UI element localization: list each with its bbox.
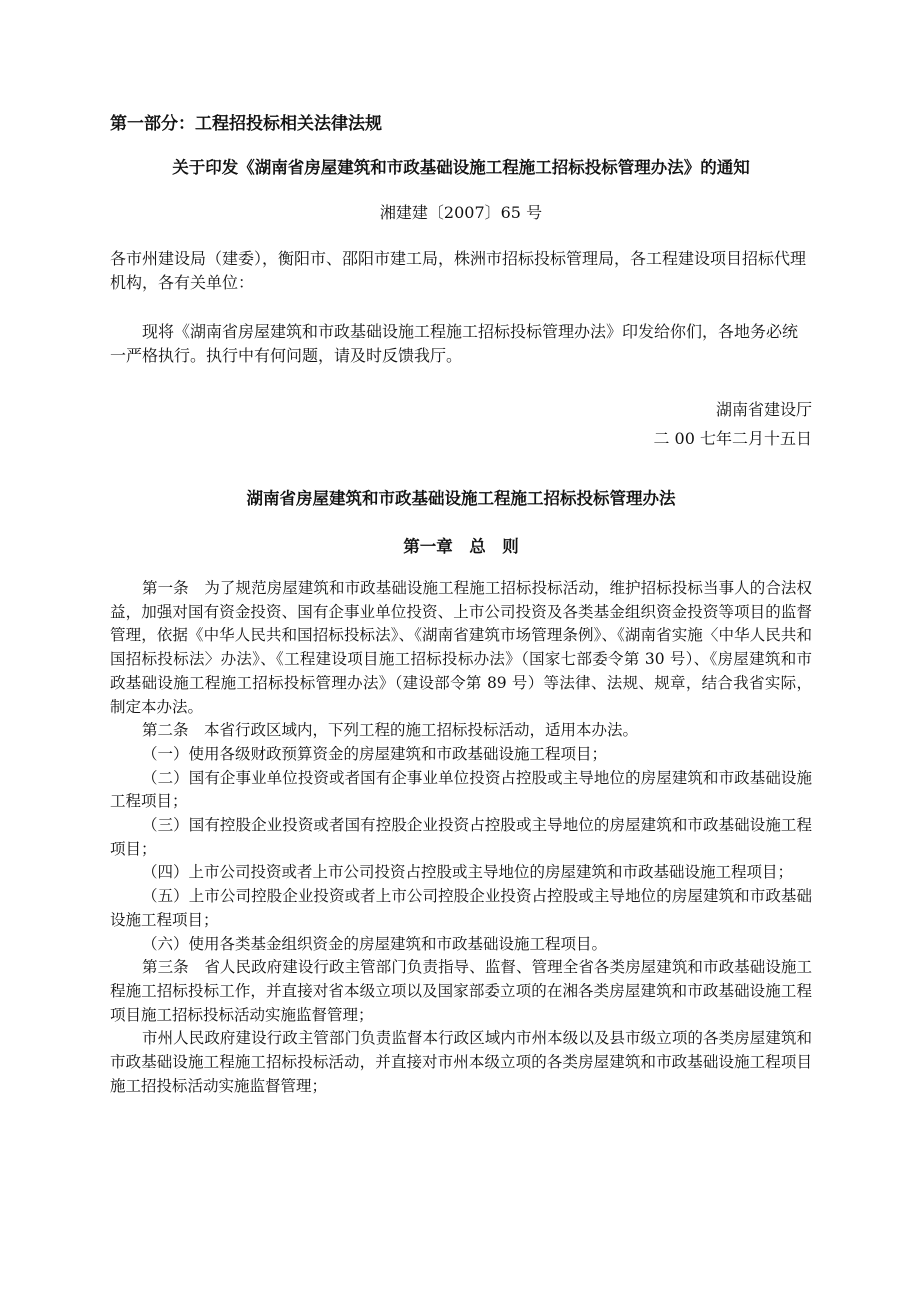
- list-item: [110, 933, 812, 957]
- article-paragraph: [110, 577, 812, 719]
- list-item-text: （六）使用各类基金组织资金的房屋建筑和市政基础设施工程项目。: [142, 934, 608, 953]
- article-text: 为了规范房屋建筑和市政基础设施工程施工招标投标活动，维护招标投标当事人的合法权益，加强对国有资金投资、国有企事业单位投资、上市公司投资及各类基金组织资金投资等项目的监督管理，依据《中华人民共和国招标投标法》、《湖南省建筑市场管理条例》、《湖南省实施〈中华人民共和国招标投标法〉办法》、《工程建设项目施工招标投标办法》（国家七部委令第 30 号）、《房屋建筑和市政基础设施工程施工招标投标管理办法》（建设部令第 89 号）等法律、法规、规章，结合我省实际，制定本办法。: [110, 579, 812, 716]
- list-item: [110, 861, 812, 885]
- chapter-title: 第一章 总 则: [403, 537, 519, 556]
- notice-title: 关于印发《湖南省房屋建筑和市政基础设施工程施工招标投标管理办法》的通知: [172, 158, 750, 177]
- notice-body-text: 现将《湖南省房屋建筑和市政基础设施工程施工招标投标管理办法》印发给你们，各地务必统一严格执行。执行中有何问题，请及时反馈我厅。: [110, 322, 799, 365]
- document-number: 湘建建〔2007〕65 号: [379, 203, 543, 222]
- issuer-name: 湖南省建设厅: [715, 400, 812, 419]
- article-text: 省人民政府建设行政主管部门负责指导、监督、管理全省各类房屋建筑和市政基础设施工程施工招标投标工作，并直接对省本级立项以及国家部委立项的在湘各类房屋建筑和市政基础设施工程项目施工招标投标活动实施监督管理；: [110, 958, 812, 1024]
- list-item-text: （一）使用各级财政预算资金的房屋建筑和市政基础设施工程项目；: [142, 744, 608, 763]
- list-item-text: （二）国有企事业单位投资或者国有企事业单位投资占控股或主导地位的房屋建筑和市政基础设施工程项目；: [110, 768, 812, 811]
- article-label: 第二条: [142, 721, 205, 740]
- article-label: 第一条: [142, 579, 205, 597]
- list-item: [110, 885, 812, 932]
- article-paragraph: [110, 956, 812, 1027]
- article-paragraph: [110, 719, 812, 743]
- list-item-text: （五）上市公司控股企业投资或者上市公司控股企业投资占控股或主导地位的房屋建筑和市政基础设施工程项目；: [110, 887, 812, 929]
- issue-date: 二 00 七年二月十五日: [653, 429, 812, 448]
- recipients-text: 各市州建设局（建委），衡阳市、邵阳市建工局，株洲市招标投标管理局，各工程建设项目招标代理机构，各有关单位：: [110, 249, 807, 292]
- measures-title: 湖南省房屋建筑和市政基础设施工程施工招标投标管理办法: [246, 489, 676, 508]
- articles-body: [110, 577, 812, 1098]
- notice-body-paragraph: [110, 320, 812, 368]
- recipients-paragraph: [110, 247, 812, 295]
- list-item: [110, 743, 812, 767]
- part-heading: 第一部分：工程招投标相关法律法规: [110, 114, 382, 134]
- list-item: [110, 767, 812, 814]
- article-label: 第三条: [142, 958, 205, 977]
- list-item-text: （三）国有控股企业投资或者国有控股企业投资占控股或主导地位的房屋建筑和市政基础设施工程项目；: [110, 816, 812, 858]
- article-text: 本省行政区域内，下列工程的施工招标投标活动，适用本办法。: [204, 721, 639, 740]
- article-text: 市州人民政府建设行政主管部门负责监督本行政区域内市州本级以及县市级立项的各类房屋建筑和市政基础设施工程施工招标投标活动，并直接对市州本级立项的各类房屋建筑和市政基础设施工程项目施工招投标活动实施监督管理；: [110, 1029, 812, 1095]
- list-item-text: （四）上市公司投资或者上市公司投资占控股或主导地位的房屋建筑和市政基础设施工程项目；: [142, 863, 794, 882]
- article-paragraph: [110, 1027, 812, 1098]
- signature-block: [512, 395, 812, 453]
- list-item: [110, 814, 812, 861]
